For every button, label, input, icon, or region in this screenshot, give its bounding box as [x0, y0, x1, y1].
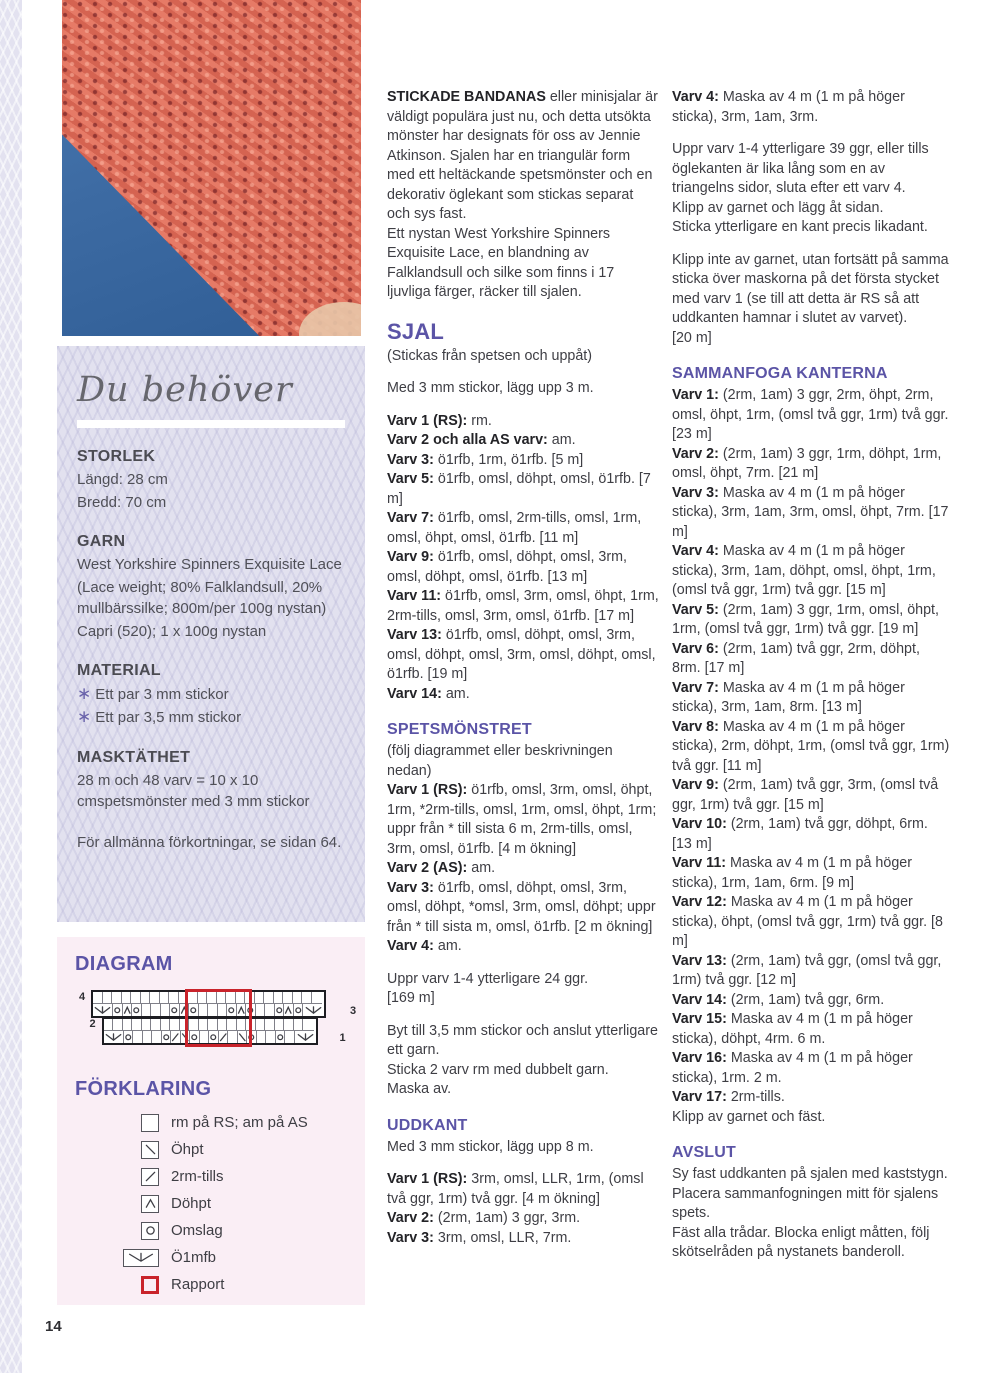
- section-heading: SJAL: [387, 318, 445, 344]
- rapport-repeat-outline: [185, 989, 252, 1047]
- chart-cell-empty: [255, 992, 265, 1004]
- chart-cell-omslag: [113, 1004, 123, 1017]
- chart-legend: [75, 1109, 351, 1298]
- chart-cell-empty: [151, 1004, 161, 1017]
- pattern-row: Varv 13: (2rm, 1am) två ggr, (omsl två ggr, 1rm) två ggr. [12 m]: [672, 952, 942, 988]
- chart-cell-empty: [142, 1004, 152, 1017]
- pattern-row: Varv 15: Maska av 4 m (1 m på höger sticka), döhpt, 4rm. 6 m.: [672, 1011, 913, 1047]
- chart-cell-empty: [285, 1031, 295, 1044]
- chart-cell-empty: [302, 992, 312, 1004]
- chart-cell-o1mfb: [295, 1031, 316, 1044]
- materials-sidebar: [57, 346, 365, 922]
- chart-cell-empty: [152, 1031, 162, 1044]
- chart-cell-empty: [265, 1019, 275, 1031]
- pattern-row: Varv 8: Maska av 4 m (1 m på höger sticka), 2rm, döhpt, 1rm, (omsl två ggr, 1rm) två ggr. [11 m]: [672, 718, 950, 774]
- sidebar-bullet-line: ∗ Ett par 3,5 mm stickor: [77, 707, 242, 726]
- chart-cell-empty: [112, 992, 122, 1004]
- pattern-row: Varv 4: Maska av 4 m (1 m på höger sticka), 3rm, 1am, 3rm.: [672, 89, 905, 125]
- rapport-symbol-icon: [141, 1276, 159, 1294]
- pattern-row: Varv 3: ö1rfb, omsl, döhpt, omsl, 3rm, omsl, döhpt, *omsl, 3rm, omsl, döhpt; uppr från * till sista m, omsl, ö1rfb. [2 m ökning]: [387, 879, 656, 935]
- paragraph-gap: [387, 957, 659, 970]
- section-heading: SPETSMÖNSTRET: [387, 721, 532, 738]
- chart-row-number: 2: [89, 1018, 96, 1030]
- paragraph: Fäst alla trådar. Blocka enligt måtten, följ skötselråden på nystanets banderoll.: [672, 1224, 930, 1260]
- paragraph-gap: [387, 1009, 659, 1022]
- chart-cell-empty: [143, 1031, 153, 1044]
- sidebar-line: Capri (520); 1 x 100g nystan: [77, 623, 267, 640]
- sidebar-section-title: MATERIAL: [77, 662, 161, 679]
- sidebar-section-title: MASKTÄTHET: [77, 749, 191, 766]
- empty-symbol-icon: [141, 1114, 159, 1132]
- legend-label: 2rm-tills: [171, 1168, 224, 1185]
- paragraph: Sy fast uddkanten på sjalen med kaststygn. Placera sammanfogningen mitt för sjalens spets.: [672, 1166, 948, 1221]
- diagram-heading: DIAGRAM: [75, 953, 173, 975]
- chart-cell-empty: [161, 1019, 171, 1031]
- chart-cell-empty: [266, 1031, 276, 1044]
- chart-cell-empty: [275, 1019, 285, 1031]
- legend-label: Döhpt: [171, 1195, 212, 1212]
- pattern-row: Varv 4: Maska av 4 m (1 m på höger sticka), 3rm, 1am, döhpt, omsl, öhpt, 1rm, (omsl två ggr, 1rm) två ggr. [15 m]: [672, 543, 936, 598]
- chart-cell-empty: [257, 1031, 267, 1044]
- chart-cell-o1mfb: [303, 1004, 324, 1017]
- chart-cell-empty: [169, 992, 179, 1004]
- instructions-column-1: [387, 88, 659, 1248]
- paragraph: Maska av.: [387, 1081, 452, 1097]
- legend-label: rm på RS; am på AS: [171, 1114, 308, 1131]
- chart-cell-empty: [170, 1019, 180, 1031]
- paragraph-gap: [672, 1127, 950, 1140]
- chart-cell-empty: [142, 1019, 152, 1031]
- paragraph: (Stickas från spetsen och uppåt): [387, 347, 593, 364]
- chart-cell-empty: [161, 1004, 171, 1017]
- chart-cell-empty: [294, 1019, 304, 1031]
- pattern-row: Varv 5: ö1rfb, omsl, döhpt, omsl, ö1rfb. [7 m]: [387, 471, 651, 507]
- pattern-row: Varv 14: am.: [387, 685, 470, 702]
- chart-cell-empty: [131, 992, 141, 1004]
- chart-cell-omslag: [162, 1031, 172, 1044]
- paragraph: Uppr varv 1-4 ytterligare 39 ggr, eller tills öglekanten är lika lång som en av triangelns sidor, sluta efter ett varv 4.: [672, 141, 929, 196]
- backslash-symbol-icon: [141, 1141, 159, 1159]
- chart-cell-omslag: [132, 1004, 142, 1017]
- circle-symbol-icon: [141, 1222, 159, 1240]
- asterisk-bullet-icon: ∗: [77, 707, 92, 726]
- pattern-row: Varv 2: (2rm, 1am) 3 ggr, 1rm, döhpt, 1rm, omsl, öhpt, 7rm. [21 m]: [672, 445, 942, 481]
- paragraph: Klipp inte av garnet, utan fortsätt på samma sticka över maskorna på det första stycket med varv 1 (se till att detta är RS så att uddkanten hamnar i slutet av varvet).: [672, 251, 949, 326]
- legend-label: Ö1mfb: [171, 1249, 217, 1266]
- knitting-chart: [75, 990, 357, 1062]
- chart-cell-o1mfb: [93, 1004, 113, 1017]
- pattern-row: Varv 2 och alla AS varv: am.: [387, 432, 576, 448]
- pattern-row: Varv 3: ö1rfb, 1rm, ö1rfb. [5 m]: [387, 451, 584, 468]
- paragraph-gap: [672, 348, 950, 361]
- chart-row-number: 3: [350, 1004, 357, 1017]
- pattern-row: Varv 3: Maska av 4 m (1 m på höger sticka), 3rm, 1am, 3rm, omsl, öhpt, 7rm. [17 m]: [672, 484, 949, 540]
- pattern-row: Varv 1 (RS): 3rm, omsl, LLR, 1rm, (omsl två ggr, 1rm) två ggr. [4 m ökning]: [387, 1171, 644, 1207]
- pattern-row: Varv 13: ö1rfb, omsl, döhpt, omsl, 3rm, omsl, döhpt, omsl, 3rm, omsl, döhpt, omsl, ö1rfb. [19 m]: [387, 627, 656, 682]
- chart-cell-omslag: [124, 1031, 134, 1044]
- o1mfb-symbol-icon: [123, 1249, 159, 1267]
- sidebar-section-title: STORLEK: [77, 448, 156, 465]
- chart-cell-empty: [160, 992, 170, 1004]
- paragraph-gap: [387, 1100, 659, 1113]
- caret-symbol-icon: [141, 1195, 159, 1213]
- pattern-row: Varv 7: Maska av 4 m (1 m på höger sticka), 3rm, 1am, 8rm. [13 m]: [672, 679, 905, 715]
- intro-paragraph: STICKADE BANDANAS eller minisjalar är väldigt populära just nu, och detta utsökta mönster har designats för oss av Jennie Atkinson. Sjalen har en triangulär form med ett heltäckande spetsmönster och en dekorativ öglekant som stickas separat och sys fast.: [387, 89, 658, 222]
- chart-cell-empty: [122, 992, 132, 1004]
- legend-heading: FÖRKLARING: [75, 1078, 212, 1100]
- sidebar-section-title: GARN: [77, 533, 126, 550]
- pattern-row: Varv 9: ö1rfb, omsl, döhpt, omsl, 3rm, omsl, döhpt, omsl, ö1rfb. [13 m]: [387, 549, 627, 585]
- paragraph-gap: [387, 399, 659, 412]
- sidebar-line: (Lace weight; 80% Falklandsull, 20% mullbärssilke; 800m/per 100g nystan): [77, 579, 327, 617]
- chart-cell-omslag: [276, 1031, 286, 1044]
- knitted-shawl-photo: [62, 0, 361, 336]
- chart-cell-empty: [123, 1019, 133, 1031]
- sidebar-script-title: Du behöver: [77, 370, 293, 410]
- pattern-row: Varv 9: (2rm, 1am) två ggr, 3rm, (omsl två ggr, 1rm) två ggr. [15 m]: [672, 777, 939, 813]
- chart-cell-empty: [264, 992, 274, 1004]
- pattern-row: Varv 7: ö1rfb, omsl, 2rm-tills, omsl, 1rm, omsl, öhpt, omsl, ö1rfb. [11 m]: [387, 510, 642, 546]
- section-heading: SAMMANFOGA KANTERNA: [672, 365, 888, 382]
- chart-cell-empty: [283, 992, 293, 1004]
- pattern-row: Varv 11: ö1rfb, omsl, 3rm, omsl, öhpt, 1rm, 2rm-tills, omsl, 3rm, omsl, ö1rfb. [17 m]: [387, 588, 659, 624]
- sidebar-line: 28 m och 48 varv = 10 x 10 cmspetsmönster med 3 mm stickor: [77, 772, 310, 810]
- chart-row-number: 4: [79, 991, 86, 1003]
- paragraph: [20 m]: [672, 329, 712, 346]
- paragraph: Med 3 mm stickor, lägg upp 3 m.: [387, 380, 594, 396]
- chart-cell-dohpt: [284, 1004, 294, 1017]
- instructions-column-2: [672, 88, 950, 1263]
- legend-item: [109, 1136, 351, 1163]
- legend-item: [109, 1271, 351, 1298]
- left-edge-knit-pattern: [0, 0, 22, 1373]
- paragraph-gap: [387, 704, 659, 717]
- slash-symbol-icon: [141, 1168, 159, 1186]
- paragraph-gap: [672, 127, 950, 140]
- legend-label: Rapport: [171, 1276, 225, 1293]
- sidebar-bullet-line: ∗ Ett par 3 mm stickor: [77, 684, 229, 703]
- chart-cell-empty: [104, 1019, 114, 1031]
- paragraph: Sticka 2 varv rm med dubbelt garn.: [387, 1061, 609, 1078]
- legend-item: [109, 1244, 351, 1271]
- paragraph: Sticka ytterligare en kant precis likadant.: [672, 219, 928, 235]
- pattern-row: Varv 2 (AS): am.: [387, 860, 496, 876]
- paragraph: [169 m]: [387, 990, 435, 1006]
- legend-item: [109, 1217, 351, 1244]
- pattern-row: Varv 16: Maska av 4 m (1 m på höger sticka), 1rm. 2 m.: [672, 1050, 913, 1086]
- chart-cell-empty: [256, 1019, 266, 1031]
- paragraph: Uppr varv 1-4 ytterligare 24 ggr.: [387, 970, 589, 987]
- legend-item: [109, 1190, 351, 1217]
- chart-cell-omslag: [294, 1004, 304, 1017]
- page-number: 14: [45, 1318, 62, 1335]
- legend-item: [109, 1109, 351, 1136]
- legend-label: Omslag: [171, 1222, 223, 1239]
- pattern-row: Varv 6: (2rm, 1am) två ggr, 2rm, döhpt, 8rm. [17 m]: [672, 640, 920, 676]
- section-heading: UDDKANT: [387, 1116, 468, 1134]
- chart-cell-empty: [141, 992, 151, 1004]
- paragraph: Klipp av garnet och fäst.: [672, 1108, 826, 1125]
- paragraph-gap: [387, 303, 659, 316]
- chart-cell-2rm-tills: [171, 1031, 181, 1044]
- paragraph: Med 3 mm stickor, lägg upp 8 m.: [387, 1138, 594, 1155]
- paragraph-gap: [387, 1157, 659, 1170]
- sidebar-line: Bredd: 70 cm: [77, 494, 167, 511]
- chart-cell-empty: [312, 992, 323, 1004]
- chart-cell-empty: [93, 992, 103, 1004]
- paragraph: Ett nystan West Yorkshire Spinners Exquisite Lace, en blandning av Falklandsull och silke som finns i 17 ljuvliga färger, räcker till sjalen.: [387, 225, 615, 300]
- pattern-row: Varv 4: am.: [387, 938, 462, 954]
- chart-cell-empty: [303, 1019, 314, 1031]
- paragraph-gap: [672, 238, 950, 251]
- paragraph: (följ diagrammet eller beskrivningen nedan): [387, 743, 613, 779]
- pattern-row: Varv 1 (RS): rm.: [387, 412, 492, 429]
- chart-row-number: 1: [339, 1031, 346, 1044]
- chart-cell-empty: [265, 1004, 275, 1017]
- chart-cell-dohpt: [123, 1004, 133, 1017]
- sidebar-line: För allmänna förkortningar, se sidan 64.: [77, 834, 342, 851]
- legend-label: Öhpt: [171, 1141, 204, 1158]
- chart-cell-empty: [133, 1031, 143, 1044]
- pattern-row: Varv 5: (2rm, 1am) 3 ggr, 1rm, omsl, öhpt, 1rm, (omsl två ggr, 1rm) två ggr. [19 m]: [672, 601, 939, 637]
- title-underline-bar: [77, 420, 345, 428]
- chart-cell-empty: [150, 992, 160, 1004]
- pattern-row: Varv 3: 3rm, omsl, LLR, 7rm.: [387, 1229, 572, 1246]
- chart-cell-empty: [274, 992, 284, 1004]
- asterisk-bullet-icon: ∗: [77, 684, 92, 703]
- section-heading: AVSLUT: [672, 1144, 737, 1161]
- legend-item: [109, 1163, 351, 1190]
- pattern-row: Varv 1 (RS): ö1rfb, omsl, 3rm, omsl, öhpt, 1rm, *2rm-tills, omsl, 1rm, omsl, öhpt, 1rm; uppr från * till sista 6 m, 2rm-tills, omsl, 3rm, omsl, ö1rfb. [4 m ökning]: [387, 782, 657, 857]
- pattern-row: Varv 14: (2rm, 1am) två ggr, 6rm.: [672, 991, 885, 1008]
- chart-cell-o1mfb: [104, 1031, 124, 1044]
- sidebar-line: West Yorkshire Spinners Exquisite Lace: [77, 556, 342, 573]
- chart-cell-empty: [256, 1004, 266, 1017]
- paragraph: Byt till 3,5 mm stickor och anslut ytterligare ett garn.: [387, 1022, 658, 1058]
- paragraph: Klipp av garnet och lägg åt sidan.: [672, 199, 884, 216]
- chart-cell-empty: [151, 1019, 161, 1031]
- pattern-row: Varv 1: (2rm, 1am) 3 ggr, 2rm, öhpt, 2rm, omsl, öhpt, 1rm, (omsl två ggr, 1rm) två ggr. [23 m]: [672, 387, 949, 442]
- paragraph-gap: [387, 366, 659, 379]
- pattern-row: Varv 10: (2rm, 1am) två ggr, döhpt, 6rm. [13 m]: [672, 816, 928, 852]
- pattern-row: Varv 11: Maska av 4 m (1 m på höger sticka), 1rm, 1am, 6rm. [9 m]: [672, 855, 912, 891]
- chart-cell-empty: [132, 1019, 142, 1031]
- pattern-row: Varv 12: Maska av 4 m (1 m på höger sticka), öhpt, (omsl två ggr, 1rm) två ggr. [8 m]: [672, 894, 943, 949]
- chart-cell-omslag: [170, 1004, 180, 1017]
- pattern-row: Varv 2: (2rm, 1am) 3 ggr, 3rm.: [387, 1210, 581, 1226]
- chart-cell-empty: [284, 1019, 294, 1031]
- pattern-row: Varv 17: 2rm-tills.: [672, 1089, 785, 1105]
- diagram-panel: [57, 937, 365, 1305]
- chart-cell-empty: [103, 992, 113, 1004]
- chart-cell-empty: [113, 1019, 123, 1031]
- chart-cell-omslag: [275, 1004, 285, 1017]
- sidebar-sections: [77, 448, 345, 853]
- chart-cell-empty: [293, 992, 303, 1004]
- sidebar-line: Längd: 28 cm: [77, 471, 168, 488]
